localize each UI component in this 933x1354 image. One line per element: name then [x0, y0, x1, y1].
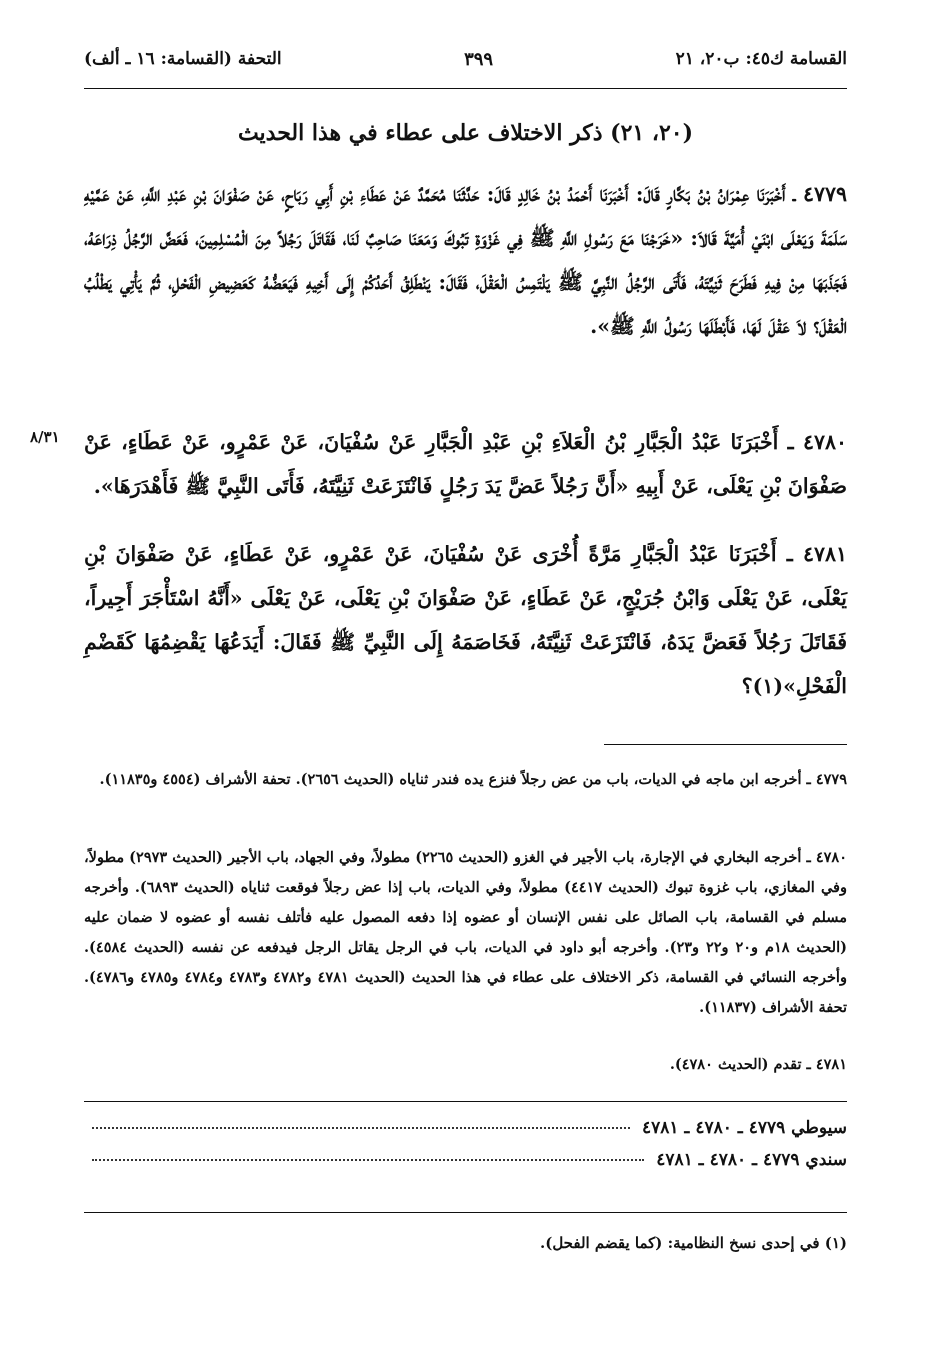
- dotted-leader: [92, 1159, 644, 1161]
- note-4779: ٤٧٧٩ ـ أخرجه ابن ماجه في الديات، باب من عض رجلاً فنزع يده فندر ثناياه (الحديث ٢٦٥٦). تحفة الأشراف (٤٥٥٤ و١١٨٣٥).: [99, 771, 847, 788]
- header-tuhfa-ref: التحفة (القسامة: ١٦ ـ ألف): [84, 49, 282, 69]
- page-number: ٣٩٩: [464, 48, 494, 70]
- footnote-divider: [84, 1212, 847, 1213]
- crossref-suyuti: [84, 1118, 847, 1148]
- header-chapter-ref: القسامة ك٤٥: ب٢٠، ٢١: [675, 49, 847, 69]
- running-header: [84, 42, 847, 76]
- dotted-leader: [92, 1127, 630, 1129]
- crossref-numbers: ٤٧٧٩ ـ ٤٧٨٠ ـ ٤٧٨١: [656, 1150, 800, 1170]
- note-4780: ٤٧٨٠ ـ أخرجه البخاري في الإجارة، باب الأجير في الغزو (الحديث ٢٢٦٥) مطولاً، وفي الجهاد، باب الأجير (الحديث ٢٩٧٣) مطولاً، وفي المغازي، باب غزوة تبوك (الحديث ٤٤١٧) مطولاً، وفي الديات، باب إذا عض رجلاً فوقعت ثناياه (الحديث ٦٨٩٣). وأخرجه مسلم في القسامة، باب الصائل على نفس الإنسان أو عضوه إذا دفعه المصول عليه فأتلف نفسه أو عضوه لا ضمان عليه (الحديث ١٨م و٢٠ و٢٢ و٢٣). وأخرجه أبو داود في الديات، باب في الرجل يقاتل الرجل فيدفعه عن نفسه (الحديث ٤٥٨٤). وأخرجه النسائي في القسامة، ذكر الاختلاف على عطاء في هذا الحديث (الحديث ٤٧٨١ و٤٧٨٢ و٤٧٨٣ و٤٧٨٤ و٤٧٨٥ و٤٧٨٦). تحفة الأشراف (١١٨٣٧).: [84, 849, 847, 1016]
- crossref-label: سيوطي: [791, 1118, 847, 1138]
- section-title: (٢٠، ٢١) ذكر الاختلاف على عطاء في هذا الحديث: [237, 120, 694, 146]
- notes-divider: [604, 744, 847, 745]
- footnote-1: (١) في إحدى نسخ النظامية: (كما يقضم الفحل).: [540, 1234, 847, 1252]
- header-divider: [84, 88, 847, 89]
- note-4781: ٤٧٨١ ـ تقدم (الحديث ٤٧٨٠).: [669, 1056, 847, 1073]
- margin-reference: ٨/٣١: [30, 428, 60, 446]
- crossref-label: سندي: [805, 1150, 847, 1170]
- hadith-4781: ٤٧٨١ ـ أَخْبَرَنَا عَبْدُ الْجَبَّارِ مَرَّةً أُخْرَى عَنْ سُفْيَانَ، عَنْ عَمْرٍو، عَنْ عَطَاءٍ، عَنْ صَفْوَانَ بْنِ يَعْلَى، عَنْ يَعْلَى وَابْنُ جُرَيْجٍ، عَنْ عَطَاءٍ، عَنْ صَفْوَانَ بْنِ يَعْلَى، عَنْ يَعْلَى «أَنَّهُ اسْتَأْجَرَ أَجِيراً، فَقَاتَلَ رَجُلاً فَعَضَّ يَدَهُ، فَانْتَزَعَتْ ثَنِيَّتَهُ، فَخَاصَمَهُ إِلَى النَّبِيِّ ﷺ فَقَالَ: أَيَدَعُهَا يَقْضِمُهَا كَقَضْمِ الْفَحْلِ»(١)؟: [84, 542, 847, 698]
- crossref-divider: [84, 1101, 847, 1102]
- hadith-4779: ٤٧٧٩ ـ أَخْبَرَنَا عِمْرَانُ بْنُ بَكَّارٍ قَالَ: أَخْبَرَنَا أَحْمَدُ بْنُ خَالِدٍ قَالَ: حَدَّثَنَا مُحَمَّدٌ عَنْ عَطَاءِ بْنِ أَبِي رَبَاحٍ، عَنْ صَفْوَانَ بْنِ عَبْدِ اللَّهِ، عَنْ عَمَّيْهِ سَلَمَةَ وَيَعْلَى ابْنَيْ أُمَيَّةَ قَالاَ: «خَرَجْنَا مَعَ رَسُولِ اللَّهِ ﷺ فِي غَزْوَةِ تَبُوكَ وَمَعَنَا صَاحِبٌ لَنَا، فَقَاتَلَ رَجُلاً مِنَ الْمُسْلِمِينَ، فَعَضَّ الرَّجُلُ ذِرَاعَهُ، فَجَذَبَهَا مِنْ فِيهِ فَطَرَحَ ثَنِيَّتَهُ، فَأَتَى الرَّجُلُ النَّبِيَّ ﷺ يَلْتَمِسُ الْعَقْلَ، فَقَالَ: يَنْطَلِقُ أَحَدُكُمْ إِلَى أَخِيهِ فَيَعَضُّهُ كَعَضِيضِ الْفَحْلِ، ثُمَّ يَأْتِي يَطْلُبُ الْعَقْلَ؟ لاَ عَقْلَ لَهَا، فَأَبْطَلَهَا رَسُولُ اللَّهِ ﷺ».: [84, 182, 847, 338]
- crossref-numbers: ٤٧٧٩ ـ ٤٧٨٠ ـ ٤٧٨١: [641, 1118, 786, 1138]
- hadith-4780: ٤٧٨٠ ـ أَخْبَرَنَا عَبْدُ الْجَبَّارِ بْنُ الْعَلاَءِ بْنِ عَبْدِ الْجَبَّارِ عَنْ سُفْيَانَ، عَنْ عَمْرٍو، عَنْ عَطَاءٍ، عَنْ صَفْوَانَ بْنِ يَعْلَى، عَنْ أَبِيهِ «أَنَّ رَجُلاً عَضَّ يَدَ رَجُلٍ فَانْتَزَعَتْ ثَنِيَّتَهُ، فَأَتَى النَّبِيَّ ﷺ فَأَهْدَرَهَا».: [84, 430, 847, 498]
- crossref-sindi: [84, 1150, 847, 1180]
